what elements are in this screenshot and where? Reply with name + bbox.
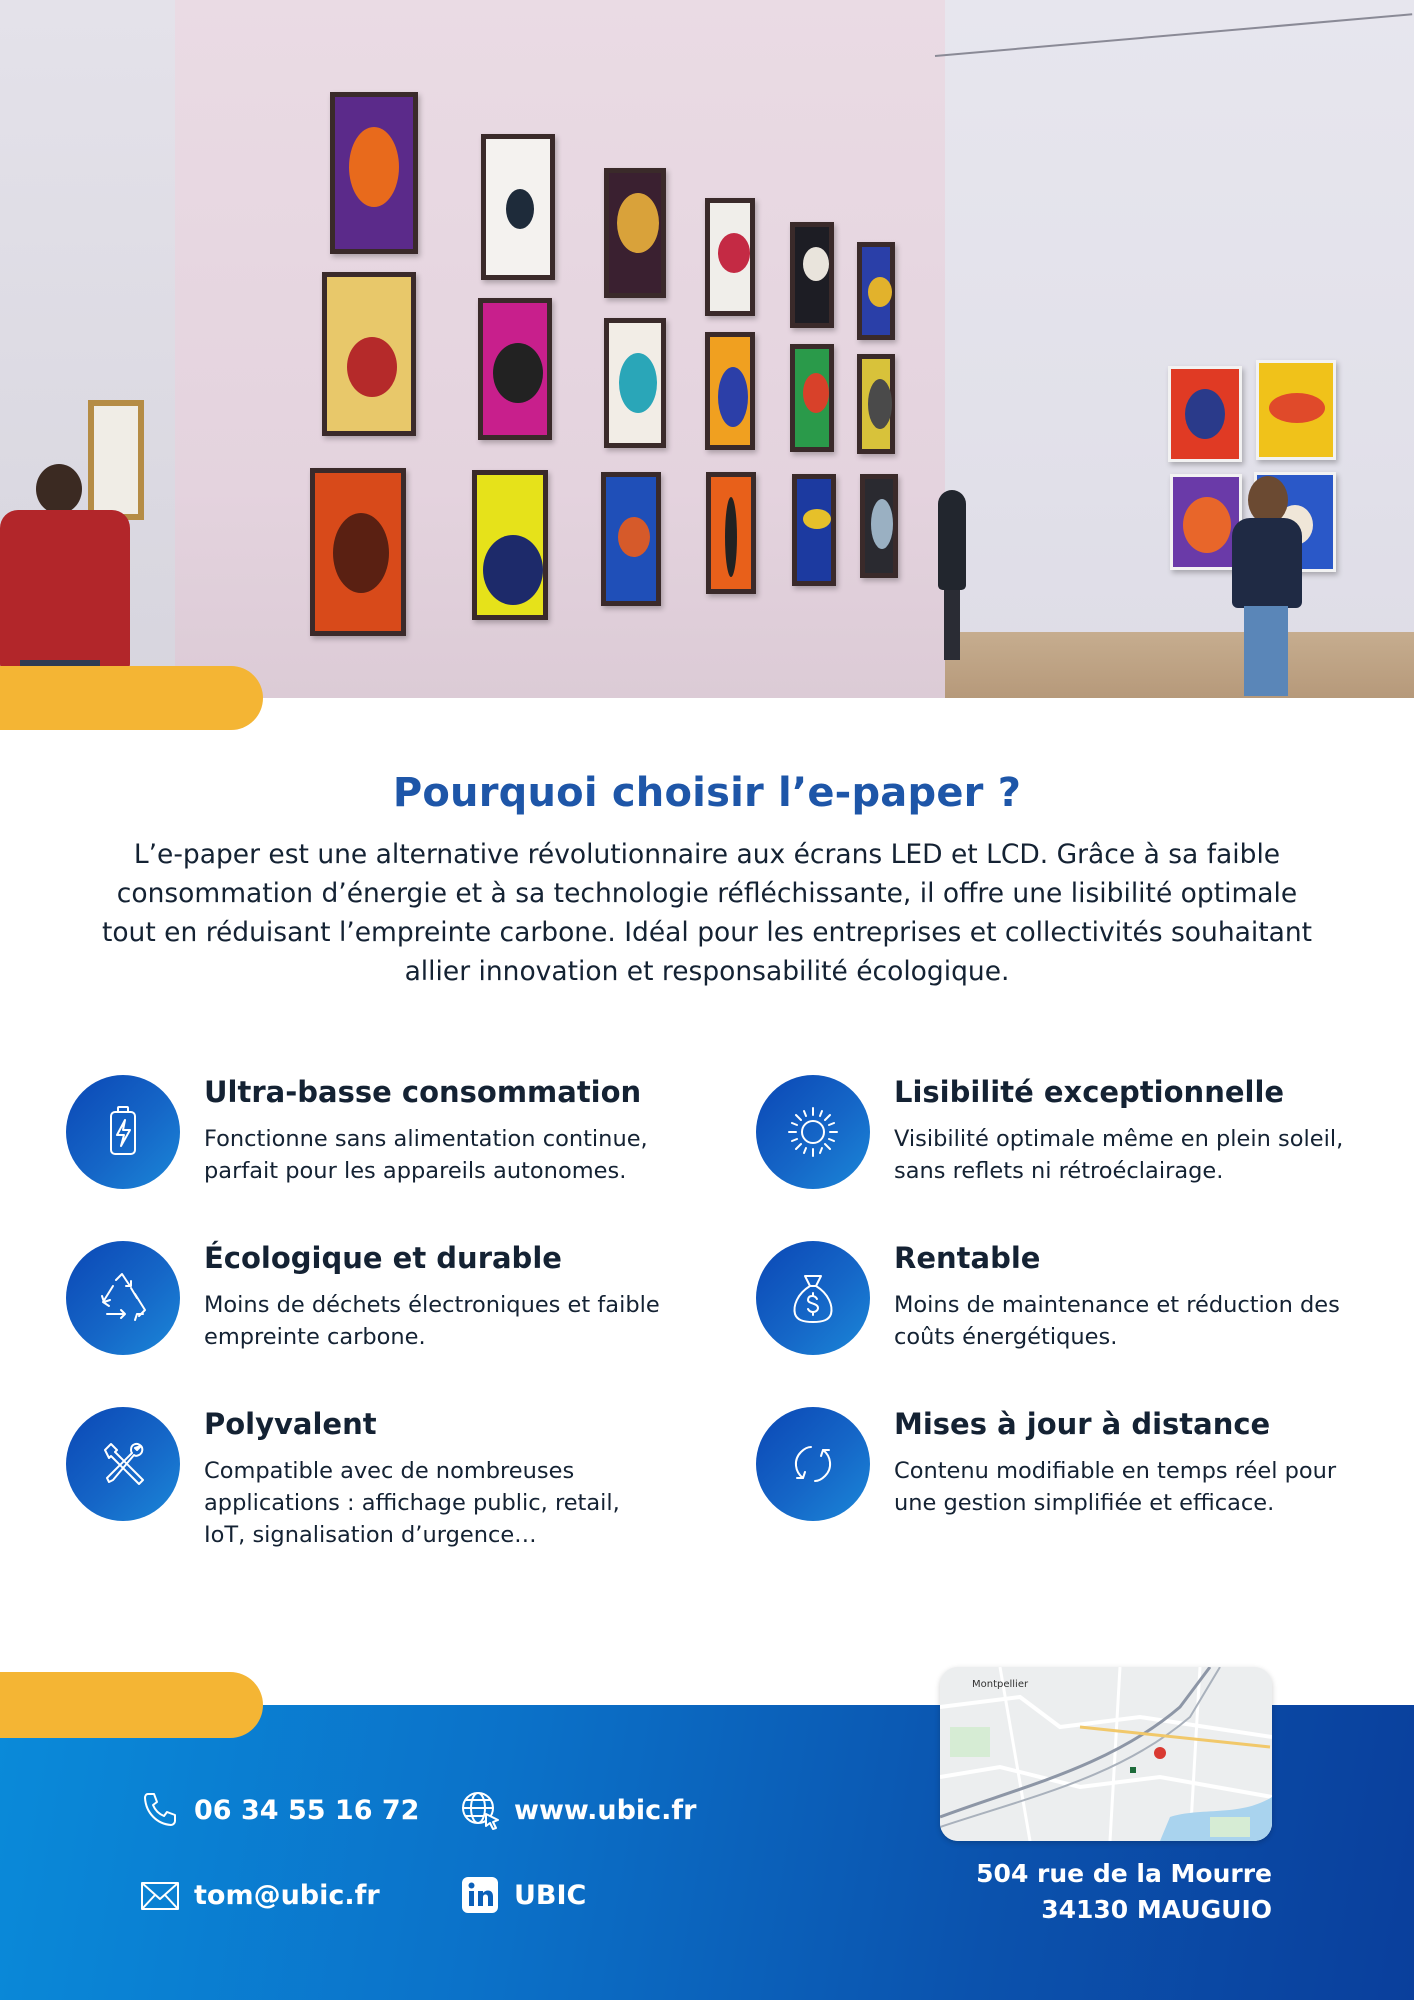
phone-number: 06 34 55 16 72 (194, 1794, 420, 1826)
feature-description: Moins de maintenance et réduction des coûts énergétiques. (894, 1292, 1340, 1350)
feature-title: Polyvalent (204, 1407, 377, 1441)
contact-phone[interactable] (138, 1788, 419, 1832)
hero-gallery-photo (0, 0, 1414, 698)
tools-icon (66, 1407, 180, 1521)
feature-title: Lisibilité exceptionnelle (894, 1075, 1285, 1109)
feature-description: Visibilité optimale même en plein soleil, sans reflets ni rétroéclairage. (894, 1126, 1344, 1184)
accent-tab-top (0, 666, 263, 730)
address-city: 34130 MAUGUIO (1041, 1895, 1272, 1924)
feature-description: Moins de déchets électroniques et faible empreinte carbone. (204, 1292, 660, 1350)
accent-tab-bottom (0, 1672, 263, 1738)
phone-icon (138, 1788, 182, 1832)
globe-cursor-icon (458, 1788, 502, 1832)
envelope-icon (138, 1873, 182, 1917)
feature-title: Écologique et durable (204, 1241, 562, 1275)
feature-description: Fonctionne sans alimentation continue, parfait pour les appareils autonomes. (204, 1126, 648, 1184)
postal-address (880, 1856, 1272, 1928)
sun-icon (756, 1075, 870, 1189)
feature-title: Ultra-basse consommation (204, 1075, 642, 1109)
address-street: 504 rue de la Mourre (976, 1859, 1272, 1888)
contact-website[interactable] (458, 1788, 697, 1832)
money-bag-icon (756, 1241, 870, 1355)
battery-bolt-icon (66, 1075, 180, 1189)
email-address: tom@ubic.fr (194, 1879, 380, 1911)
location-map[interactable] (940, 1667, 1272, 1841)
section-title: Pourquoi choisir l’e-paper ? (392, 770, 1022, 816)
map-image (940, 1667, 1272, 1841)
contact-linkedin[interactable] (458, 1873, 586, 1917)
sync-icon (756, 1407, 870, 1521)
map-city-label: Montpellier (972, 1679, 1029, 1690)
linkedin-icon (458, 1873, 502, 1917)
feature-description: Contenu modifiable en temps réel pour une gestion simplifiée et efficace. (894, 1458, 1337, 1516)
feature-description: Compatible avec de nombreuses applications : affichage public, retail, IoT, signalisation d’urgence… (204, 1458, 620, 1548)
website-url: www.ubic.fr (514, 1794, 697, 1826)
contact-email[interactable] (138, 1873, 380, 1917)
linkedin-handle: UBIC (514, 1879, 587, 1911)
feature-title: Mises à jour à distance (894, 1407, 1271, 1441)
feature-title: Rentable (894, 1241, 1041, 1275)
intro-paragraph: L’e-paper est une alternative révolutionnaire aux écrans LED et LCD. Grâce à sa faible consommation d’énergie et à sa technologie réfléchissante, il offre une lisibilité optimale tout en réduisant l’empreinte carbone. Idéal pour les entreprises et collectivités souhaitant allier innovation et responsabilité écologique. (101, 839, 1313, 987)
recycle-icon (66, 1241, 180, 1355)
